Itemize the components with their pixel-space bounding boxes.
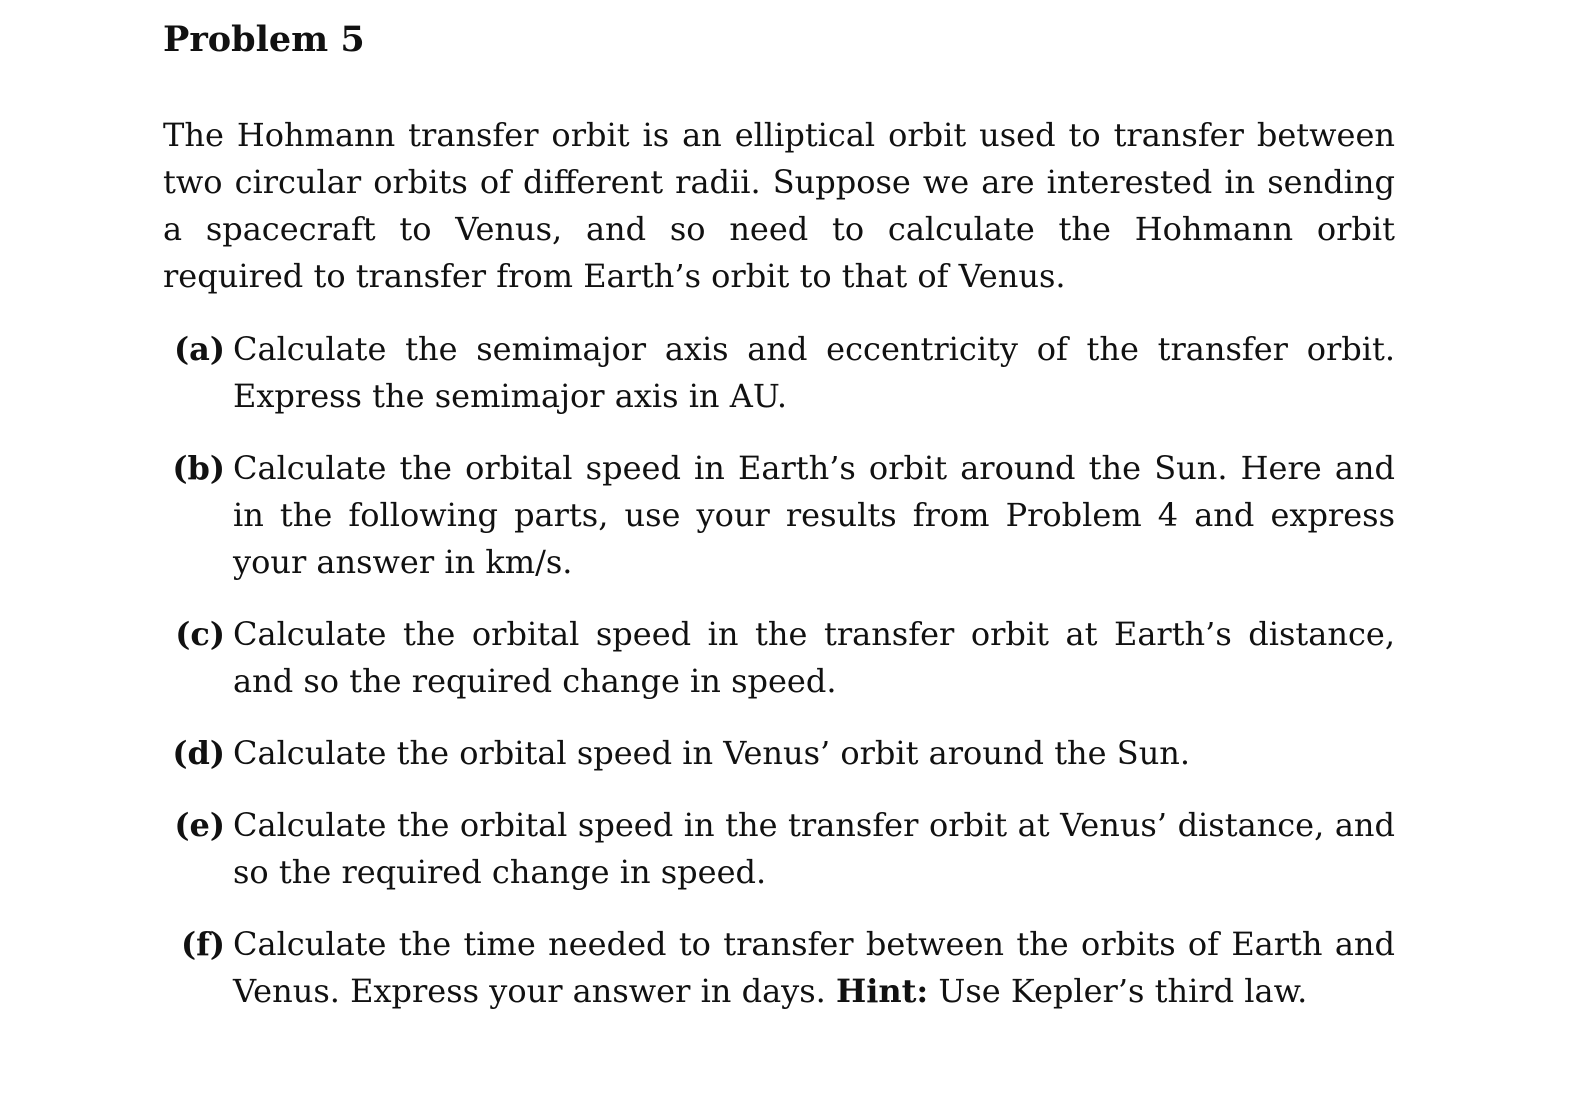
problem-parts-list <box>163 326 1395 1040</box>
part-b-text: Calculate the orbital speed in Earth’s orbit around the Sun. Here and in the following parts, use your results from Problem 4 and express your answer in km/s. <box>233 449 1395 581</box>
part-e-label: (e) <box>174 806 225 844</box>
hint-text: Use Kepler’s third law. <box>938 972 1308 1010</box>
part-f <box>163 921 1395 1015</box>
part-d-text: Calculate the orbital speed in Venus’ orbit around the Sun. <box>233 734 1191 772</box>
part-f-label: (f) <box>180 925 225 963</box>
problem-intro: The Hohmann transfer orbit is an elliptical orbit used to transfer between two circular orbits of different radii. Suppose we are interested in sending a spacecraft to Venus, and so need to calculate the Hohmann orbit required to transfer from Earth’s orbit to that of Venus. <box>163 116 1395 295</box>
part-a-text: Calculate the semimajor axis and eccentricity of the transfer orbit. Express the semimajor axis in AU. <box>233 330 1395 415</box>
part-d <box>163 730 1395 777</box>
part-f-text-main: Calculate the time needed to transfer between the orbits of Earth and Venus. Express your answer in days. <box>233 925 1395 1010</box>
part-f-text <box>233 921 1395 1015</box>
part-a-label: (a) <box>173 330 225 368</box>
part-b-label: (b) <box>172 449 225 487</box>
part-b <box>163 445 1395 586</box>
part-e-text: Calculate the orbital speed in the transfer orbit at Venus’ distance, and so the required change in speed. <box>233 806 1395 891</box>
part-d-label: (d) <box>172 734 225 772</box>
problem-title: Problem 5 <box>163 19 365 60</box>
part-c <box>163 611 1395 705</box>
part-c-text: Calculate the orbital speed in the transfer orbit at Earth’s distance, and so the required change in speed. <box>233 615 1395 700</box>
part-e <box>163 802 1395 896</box>
part-c-label: (c) <box>175 615 225 653</box>
hint-label: Hint: <box>835 972 929 1010</box>
part-a <box>163 326 1395 420</box>
